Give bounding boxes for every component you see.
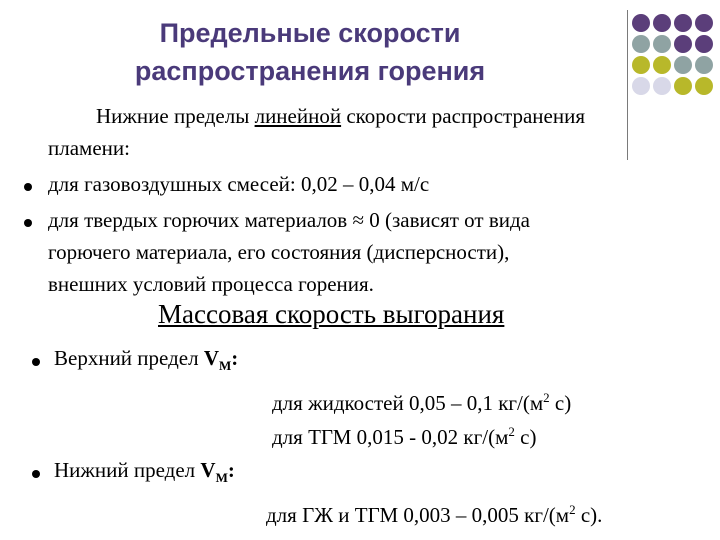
upper-liquids bbox=[272, 386, 571, 415]
decor-dot-icon bbox=[653, 14, 671, 32]
upper-limit-subscript: M bbox=[218, 358, 232, 374]
bullet-solid-line-1: для твердых горючих материалов ≈ 0 (зависят от вида bbox=[48, 208, 530, 232]
decor-dot-icon bbox=[632, 56, 650, 74]
decor-dot-icon bbox=[674, 77, 692, 95]
liquids-text: для жидкостей 0,05 – 0,1 кг/(м bbox=[272, 391, 544, 415]
decor-dot-icon bbox=[632, 77, 650, 95]
intro-line-2: пламени: bbox=[48, 136, 130, 160]
lower-limit-text: Нижний предел bbox=[54, 458, 201, 482]
tgm-sup: 2 bbox=[508, 424, 515, 439]
lower-end: с). bbox=[575, 503, 603, 527]
bullet-solid-line-2: горючего материала, его состояния (дисперсности), bbox=[48, 240, 510, 264]
intro-underlined-word: линейной bbox=[254, 104, 342, 128]
decor-dot-icon bbox=[674, 14, 692, 32]
decor-dot-icon bbox=[695, 14, 713, 32]
lower-limit-subscript: M bbox=[215, 470, 228, 486]
bullet-icon bbox=[32, 470, 40, 478]
decor-dot-icon bbox=[695, 35, 713, 53]
decor-dots-grid bbox=[632, 14, 716, 100]
decor-divider bbox=[627, 10, 628, 160]
decor-dot-icon bbox=[632, 35, 650, 53]
upper-limit-symbol: V bbox=[203, 346, 219, 370]
liquids-sup: 2 bbox=[543, 390, 550, 405]
lower-limit-colon: : bbox=[227, 458, 235, 482]
intro-text-end: скорости распространения bbox=[341, 104, 585, 128]
lower-sup: 2 bbox=[569, 502, 576, 517]
upper-limit-label bbox=[54, 346, 238, 378]
lower-limit-symbol: V bbox=[200, 458, 216, 482]
title-line-1: Предельные скорости bbox=[159, 18, 461, 48]
bullet-gas: для газовоздушных смесей: 0,02 – 0,04 м/с bbox=[48, 172, 430, 196]
decor-dot-icon bbox=[653, 35, 671, 53]
upper-limit-colon: : bbox=[231, 346, 239, 370]
bullet-icon bbox=[24, 219, 32, 227]
intro-line-1 bbox=[96, 104, 585, 128]
section-heading-mass-rate: Массовая скорость выгорания bbox=[158, 299, 505, 329]
lower-limit-label bbox=[54, 458, 235, 490]
decor-dot-icon bbox=[632, 14, 650, 32]
lower-text: для ГЖ и ТГМ 0,003 – 0,005 кг/(м bbox=[266, 503, 570, 527]
title-line-2: распространения горения bbox=[134, 56, 486, 86]
decor-dot-icon bbox=[695, 77, 713, 95]
tgm-end: с) bbox=[514, 425, 537, 449]
bullet-icon bbox=[32, 358, 40, 366]
bullet-solid-line-3: внешних условий процесса горения. bbox=[48, 272, 374, 296]
bullet-icon bbox=[24, 183, 32, 191]
decor-dot-icon bbox=[653, 77, 671, 95]
decor-dot-icon bbox=[674, 56, 692, 74]
decor-dot-icon bbox=[653, 56, 671, 74]
decor-dot-icon bbox=[695, 56, 713, 74]
tgm-text: для ТГМ 0,015 - 0,02 кг/(м bbox=[272, 425, 509, 449]
decor-dot-icon bbox=[674, 35, 692, 53]
liquids-end: с) bbox=[549, 391, 572, 415]
upper-tgm bbox=[272, 420, 536, 449]
upper-limit-text: Верхний предел bbox=[54, 346, 204, 370]
lower-gzh-tgm bbox=[266, 498, 602, 527]
slide-title bbox=[60, 14, 560, 90]
intro-text-start: Нижние пределы bbox=[96, 104, 255, 128]
